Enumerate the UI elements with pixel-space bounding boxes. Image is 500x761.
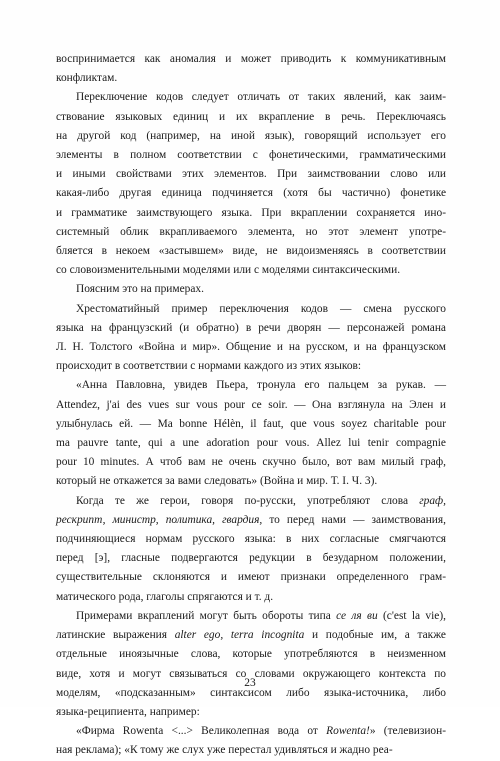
text-line bbox=[56, 300, 446, 319]
text-run: ma pauvre tante, qui a une adoration pour vous. Allez lui tenir compagnie bbox=[56, 437, 446, 450]
text-run: на другой код (например, на иной язык), говорящий использует его bbox=[56, 129, 446, 142]
text-run: Когда те же герои, говоря по-русски, употребляют слова bbox=[76, 494, 420, 507]
text-line bbox=[56, 703, 446, 722]
text-line bbox=[56, 722, 446, 741]
text-line bbox=[56, 568, 446, 587]
text-run: «Фирма Rowenta <...> Великолепная вода от bbox=[76, 725, 327, 738]
text-run: Хрестоматийный пример переключения кодов — смена русского bbox=[76, 302, 446, 315]
text-line bbox=[56, 549, 446, 568]
text-run: со словоизменительными моделями или с моделями синтаксическими. bbox=[56, 264, 401, 277]
text-line bbox=[56, 415, 446, 434]
text-line bbox=[56, 146, 446, 165]
text-run: pour 10 minutes. А чтоб вам не очень скучно было, вот вам милый граф, bbox=[56, 456, 446, 469]
text-run: отдельные иноязычные слова, которые употребляются в неизменном bbox=[56, 648, 446, 661]
text-line bbox=[56, 165, 446, 184]
italic-term: alter ego, terra incognita bbox=[174, 629, 305, 642]
text-run: » (телевизион- bbox=[369, 725, 447, 738]
page-number: 23 bbox=[244, 677, 256, 689]
text-run: языка на французский (и обратно) в речи дворян — персонажей романа bbox=[56, 321, 446, 334]
text-line bbox=[56, 69, 446, 88]
text-line bbox=[56, 50, 446, 69]
italic-term: се ля ви bbox=[336, 609, 378, 622]
text-run: языка-реципиента, например: bbox=[56, 705, 200, 718]
text-line bbox=[56, 453, 446, 472]
text-run: который не откажется за вами следовать» (Война и мир. Т. I. Ч. 3). bbox=[56, 475, 378, 488]
text-line bbox=[56, 626, 446, 645]
paragraph-p2 bbox=[56, 88, 446, 280]
text-line bbox=[56, 127, 446, 146]
text-run: латинские выражения bbox=[56, 629, 175, 642]
text-run: Attendez, j'ai des vues sur vous pour ce soir. — Она взглянула на Элен и bbox=[56, 398, 446, 411]
text-run: какая-либо другая единица подчиняется (хотя бы частично) фонетике bbox=[56, 187, 446, 200]
text-line bbox=[56, 376, 446, 395]
paragraph-p5 bbox=[56, 376, 446, 491]
text-run: подчиняющиеся нормам русского языка: в них согласные смягчаются bbox=[56, 533, 446, 546]
text-line bbox=[56, 338, 446, 357]
text-line bbox=[56, 434, 446, 453]
text-line bbox=[56, 492, 446, 511]
italic-term: граф, bbox=[419, 494, 446, 507]
text-run: перед [э], гласные подвергаются редукции в безударном положении, bbox=[56, 552, 446, 565]
text-run: существительные склоняются и имеют признаки определенного грам- bbox=[56, 571, 446, 584]
text-line bbox=[56, 511, 446, 530]
text-run: системный облик вкрапливаемого элемента, но этот элемент употре- bbox=[56, 225, 446, 238]
text-line bbox=[56, 261, 446, 280]
paragraph-p8 bbox=[56, 722, 446, 760]
text-line bbox=[56, 472, 446, 491]
text-run: улыбнулась ей. — Ma bonne Hélèn, il faut, que vous soyez charitable pour bbox=[56, 417, 446, 430]
text-run: и грамматике заимствующего языка. При вкраплении сохраняется ино- bbox=[56, 206, 446, 219]
text-run: и подобные им, а также bbox=[304, 629, 446, 642]
body-text bbox=[56, 50, 446, 761]
text-run: Поясним это на примерах. bbox=[76, 283, 204, 296]
italic-term: Rowenta! bbox=[326, 725, 370, 738]
text-run: и иными свойствами этих элементов. При заимствовании слово или bbox=[56, 168, 446, 181]
text-line bbox=[56, 530, 446, 549]
text-line bbox=[56, 204, 446, 223]
text-run: виде, хотя и могут связываться со словами окружающего контекста по bbox=[56, 667, 446, 680]
text-line bbox=[56, 223, 446, 242]
paragraph-p3 bbox=[56, 280, 446, 299]
text-run: (c'est la vie), bbox=[377, 609, 446, 622]
text-line bbox=[56, 396, 446, 415]
paragraph-p7 bbox=[56, 607, 446, 722]
text-run: конфликтам. bbox=[56, 72, 118, 85]
text-run: матического рода, глаголы спрягаются и т. д. bbox=[56, 590, 274, 603]
text-run: элементы в полном соответствии с фонетическими, грамматическими bbox=[56, 149, 446, 162]
text-run: «Анна Павловна, увидев Пьера, тронула его пальцем за рукав. — bbox=[76, 379, 446, 392]
text-line bbox=[56, 607, 446, 626]
text-line bbox=[56, 319, 446, 338]
italic-term: рескрипт, министр, политика, гвардия, bbox=[56, 513, 263, 526]
text-run: Л. Н. Толстого «Война и мир». Общение и на русском, и на французском bbox=[56, 341, 446, 354]
text-line bbox=[56, 242, 446, 261]
text-line bbox=[56, 741, 446, 760]
text-run: бляется в некоем «застывшем» виде, не видоизменяясь в соответствии bbox=[56, 245, 446, 258]
text-run: происходит в соответствии с нормами каждого из этих языков: bbox=[56, 360, 362, 373]
paragraph-p1 bbox=[56, 50, 446, 88]
text-run: ная реклама); «К тому же слух уже перестал удивляться и жадно реа- bbox=[56, 744, 393, 757]
text-line bbox=[56, 645, 446, 664]
text-line bbox=[56, 357, 446, 376]
text-line bbox=[56, 280, 446, 299]
text-run: то перед нами — заимствования, bbox=[262, 513, 446, 526]
text-run: Примерами вкраплений могут быть обороты типа bbox=[76, 609, 337, 622]
text-line bbox=[56, 588, 446, 607]
paragraph-p4 bbox=[56, 300, 446, 377]
paragraph-p6 bbox=[56, 492, 446, 607]
text-line bbox=[56, 108, 446, 127]
text-run: Переключение кодов следует отличать от таких явлений, как заим- bbox=[76, 91, 446, 104]
text-run: воспринимается как аномалия и может приводить к коммуникативным bbox=[56, 53, 446, 65]
text-run: ствование языковых единиц и их вкрапление в речь. Переключаясь bbox=[56, 110, 446, 123]
text-line bbox=[56, 184, 446, 203]
text-run: моделям, «подсказанным» синтаксисом либо языка-источника, либо bbox=[56, 686, 446, 699]
text-line bbox=[56, 88, 446, 107]
